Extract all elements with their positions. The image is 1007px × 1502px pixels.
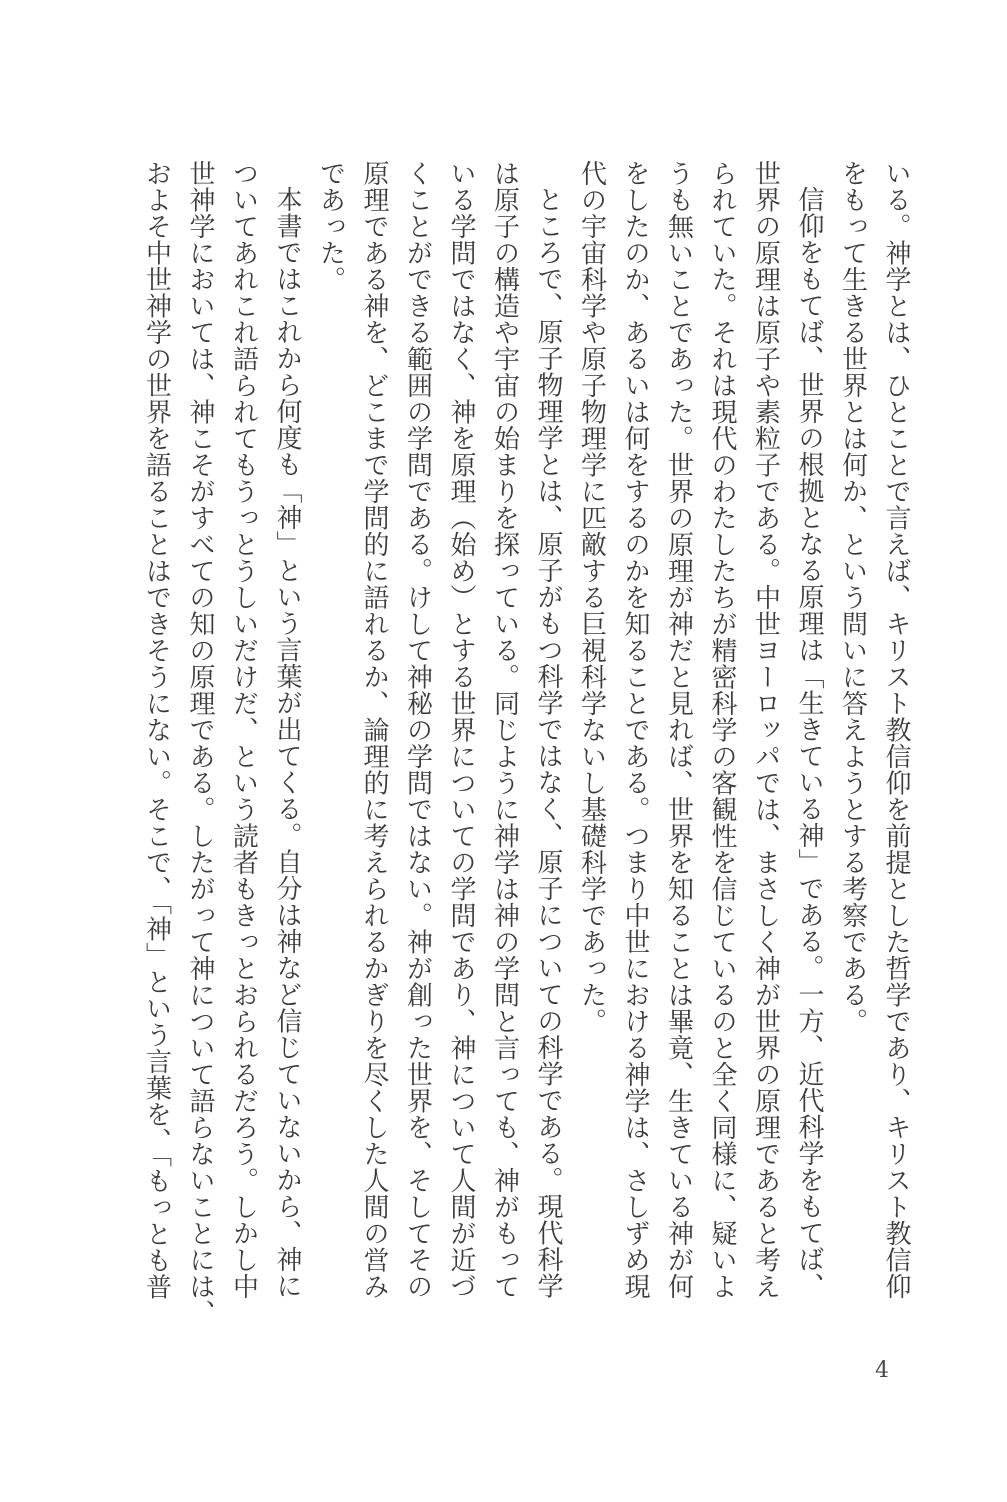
text-column: られていた。それは現代のわたしたちが精密科学の客観性を信じているのと全く同様に、疑いよ	[707, 160, 737, 1300]
text-column: ついてあれこれ語られてもうっとうしいだけだ、という読者もきっとおられるだろう。しかし中	[228, 160, 259, 1300]
text-column: およそ中世神学の世界を語ることはできそうにない。そこで、「神」という言葉を、「もっとも普	[141, 160, 172, 1300]
text-column: いる学問ではなく、神を原理（始め）とする世界についての学問であり、神について人間が近づ	[446, 160, 476, 1300]
text-column: 代の宇宙科学や原子物理学に匹敵する巨視科学ないし基礎科学であった。	[576, 160, 607, 1035]
text-column: 本書ではこれから何度も「神」という言葉が出てくる。自分は神など信じていないから、神に	[272, 186, 302, 1299]
text-column: 世神学においては、神こそがすべての知の原理である。したがって神について語らないことには、	[185, 160, 215, 1326]
text-column: 世界の原理は原子や素粒子である。中世ヨーロッパでは、まさしく神が世界の原理であると考え	[750, 160, 781, 1300]
text-column: くことができる範囲の学問である。けして神秘の学問ではない。神が創った世界を、そしてその	[402, 160, 433, 1300]
text-column: 原理である神を、どこまで学問的に語れるか、論理的に考えられるかぎりを尽くした人間の営み	[359, 160, 389, 1300]
body-text	[117, 160, 917, 1340]
text-column: をしたのか、あるいは何をするのかを知ることである。つまり中世における神学は、さしずめ現	[620, 160, 650, 1300]
text-column: は原子の構造や宇宙の始まりを探っている。同じように神学は神の学問と言っても、神がもって	[489, 160, 520, 1300]
text-column: をもって生きる世界とは何か、という問いに答えようとする考察である。	[837, 160, 868, 1035]
page-number: 4	[875, 1358, 889, 1383]
text-column: 信仰をもてば、世界の根拠となる原理は「生きている神」である。一方、近代科学をもてば、	[794, 186, 824, 1299]
text-column: うも無いことであった。世界の原理が神だと見れば、世界を知ることは畢竟、生きている神が何	[663, 160, 694, 1300]
text-column: ところで、原子物理学とは、原子がもつ科学ではなく、原子についての科学である。現代科学	[533, 186, 563, 1299]
text-column: いる。神学とは、ひとことで言えば、キリスト教信仰を前提とした哲学であり、キリスト教信仰	[881, 160, 911, 1300]
text-column: であった。	[315, 160, 346, 293]
